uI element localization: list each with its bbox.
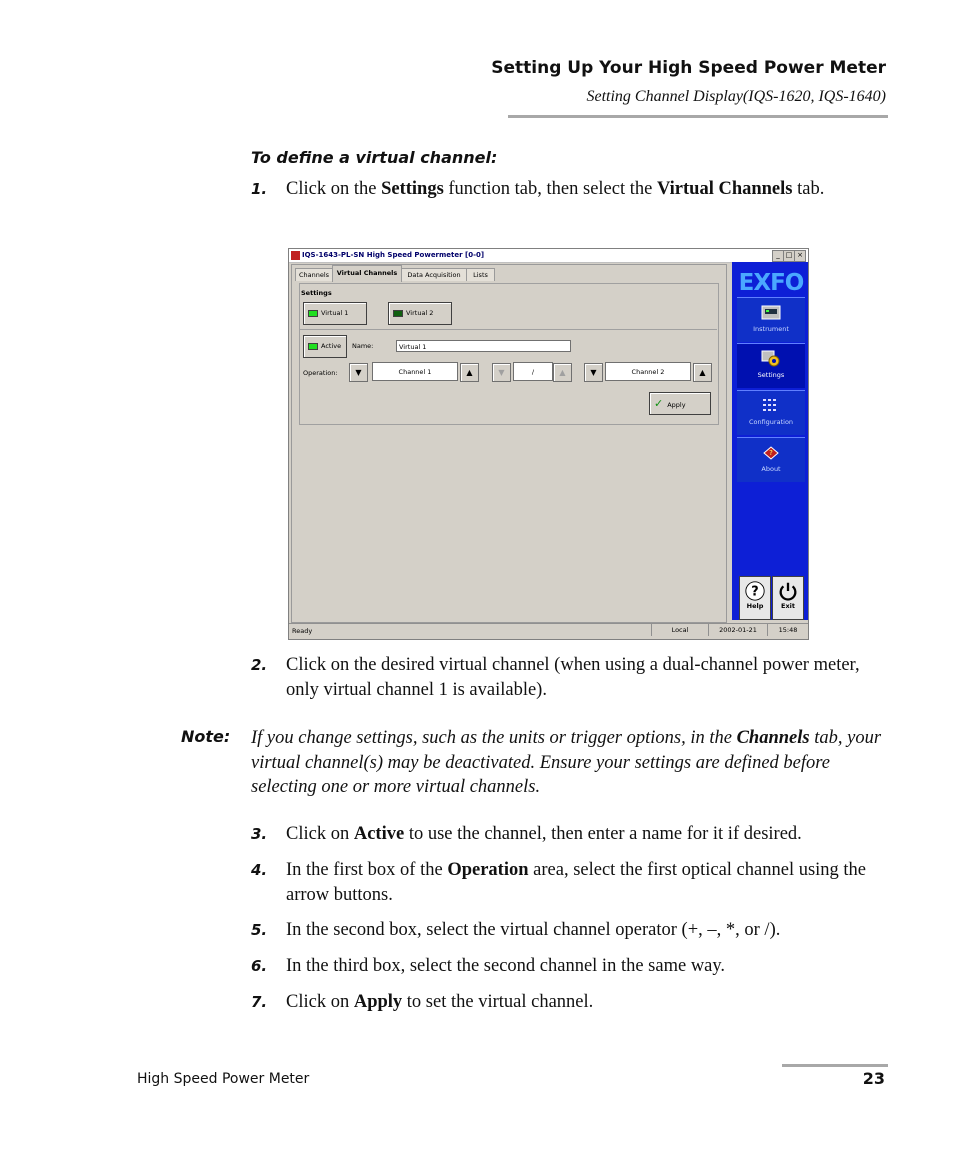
nav-configuration[interactable]: Configuration [737, 390, 805, 435]
close-button[interactable]: × [794, 250, 806, 262]
settings-icon [761, 350, 781, 368]
step-number: 3. [251, 825, 268, 843]
name-label: Name: [352, 342, 374, 350]
step-number: 7. [251, 993, 268, 1011]
power-icon [777, 580, 799, 602]
note-label: Note: [181, 727, 231, 746]
led-icon [308, 343, 318, 350]
operator-up-button[interactable]: ▲ [553, 363, 572, 382]
apply-button[interactable]: ✓ Apply [649, 392, 711, 415]
step-text: In the second box, select the virtual channel operator (+, –, *, or /). [286, 920, 781, 940]
minimize-button[interactable]: _ [772, 250, 784, 262]
footer-rule [782, 1064, 888, 1067]
channel-2-down-button[interactable]: ▼ [584, 363, 603, 382]
app-screenshot [288, 248, 809, 640]
channel-2-box[interactable]: Channel 2 [605, 362, 691, 381]
settings-group-title: Settings [301, 289, 332, 297]
operator-down-button[interactable]: ▼ [492, 363, 511, 382]
procedure-title: To define a virtual channel: [251, 148, 498, 167]
exit-button[interactable]: Exit [772, 576, 804, 620]
tab-lists[interactable]: Lists [466, 268, 495, 281]
maximize-button[interactable]: □ [783, 250, 795, 262]
virtual-2-button[interactable]: Virtual 2 [388, 302, 452, 325]
step-number: 2. [251, 656, 268, 674]
step-text: In the first box of the Operation area, select the first optical channel using the arrow buttons. [286, 860, 867, 905]
step-text: Click on the Settings function tab, then select the Virtual Channels tab. [286, 179, 825, 199]
step-text: Click on Apply to set the virtual channel. [286, 992, 594, 1012]
led-icon [308, 310, 318, 317]
step-text: Click on Active to use the channel, then enter a name for it if desired. [286, 824, 802, 844]
instrument-icon [761, 304, 781, 322]
step-number: 1. [251, 180, 268, 198]
nav-instrument[interactable]: Instrument [737, 297, 805, 342]
svg-text:?: ? [751, 584, 759, 600]
note-text: If you change settings, such as the units or trigger options, in the Channels tab, your virtual channel(s) may be deactivated. Ensure your settings are defined before selecting one or more virtual channels. [251, 728, 882, 797]
nav-about[interactable]: ? About [737, 437, 805, 482]
divider [299, 329, 717, 330]
checkmark-icon: ✓ [654, 397, 664, 410]
step-number: 6. [251, 957, 268, 975]
help-button[interactable]: ? Help [739, 576, 771, 620]
step-number: 5. [251, 921, 268, 939]
operator-box[interactable]: / [513, 362, 553, 381]
status-time: 15:48 [767, 624, 808, 636]
header-rule [508, 115, 888, 118]
channel-1-box[interactable]: Channel 1 [372, 362, 458, 381]
status-mode: Local [651, 624, 708, 636]
status-text: Ready [292, 627, 313, 635]
page-number: 23 [862, 1069, 885, 1088]
status-date: 2002-01-21 [708, 624, 767, 636]
running-header-subtitle: Setting Channel Display(IQS-1620, IQS-1640) [586, 88, 886, 105]
channel-1-down-button[interactable]: ▼ [349, 363, 368, 382]
step-text: Click on the desired virtual channel (when using a dual-channel power meter, only virtual channel 1 is available). [286, 655, 860, 700]
about-icon [761, 444, 781, 462]
name-field[interactable]: Virtual 1 [396, 340, 571, 352]
operation-label: Operation: [303, 369, 338, 377]
nav-settings[interactable]: Settings [737, 343, 805, 388]
svg-text:?: ? [769, 449, 773, 457]
help-icon [744, 580, 766, 602]
tab-virtual-channels[interactable]: Virtual Channels [332, 265, 402, 282]
window-title: IQS-1643-PL-SN High Speed Powermeter [0-0] [302, 251, 485, 259]
tab-channels[interactable]: Channels [295, 268, 333, 281]
configuration-icon [761, 397, 781, 415]
footer-title: High Speed Power Meter [137, 1071, 310, 1087]
running-header-title: Setting Up Your High Speed Power Meter [491, 58, 886, 78]
app-icon [291, 251, 300, 260]
exfo-logo: EXFO [738, 270, 804, 296]
step-text: In the third box, select the second channel in the same way. [286, 956, 726, 976]
led-icon [393, 310, 403, 317]
step-number: 4. [251, 861, 268, 879]
channel-1-up-button[interactable]: ▲ [460, 363, 479, 382]
virtual-1-button[interactable]: Virtual 1 [303, 302, 367, 325]
tab-data-acquisition[interactable]: Data Acquisition [401, 268, 467, 281]
active-button[interactable]: Active [303, 335, 347, 358]
channel-2-up-button[interactable]: ▲ [693, 363, 712, 382]
